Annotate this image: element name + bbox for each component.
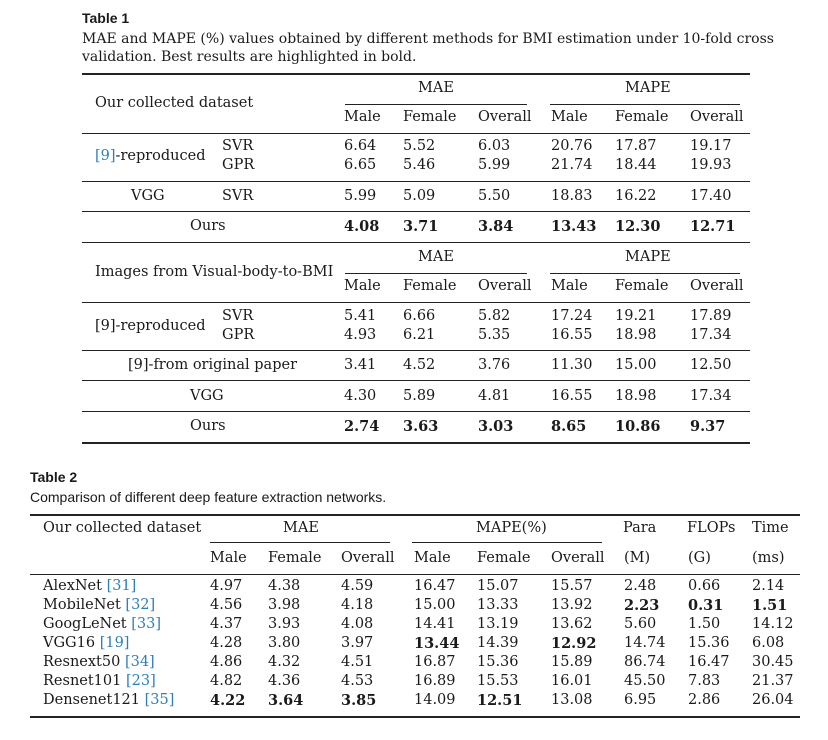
cell: 15.53 <box>477 673 519 689</box>
row-rule <box>82 350 750 351</box>
cell: 17.40 <box>690 188 732 204</box>
col-overall: Overall <box>551 550 605 566</box>
cell: 6.03 <box>478 138 511 154</box>
cell-best: 3.63 <box>403 418 439 435</box>
cell: 4.59 <box>341 578 374 594</box>
table2-flops-header: FLOPs <box>687 520 736 536</box>
cell: 4.32 <box>268 654 301 670</box>
citation-link[interactable]: [19] <box>99 635 130 651</box>
col-male: Male <box>344 278 381 294</box>
col-para-unit: (M) <box>624 550 651 566</box>
cell: 4.51 <box>341 654 374 670</box>
cell: 5.46 <box>403 157 436 173</box>
cell: 4.38 <box>268 578 301 594</box>
cell-best: 2.74 <box>344 418 380 435</box>
table1-header-rule <box>82 133 750 134</box>
cell-best: 3.64 <box>268 692 304 709</box>
cell-best: 8.65 <box>551 418 587 435</box>
citation-link[interactable]: [32] <box>125 597 156 613</box>
cell: 3.97 <box>341 635 374 651</box>
section2-reproduced-label: [9]-reproduced <box>95 318 206 334</box>
model-svr: SVR <box>222 138 254 154</box>
cell: 16.55 <box>551 388 593 404</box>
cell: 4.56 <box>210 597 243 613</box>
cell: 16.89 <box>414 673 456 689</box>
cell: 16.47 <box>414 578 456 594</box>
cell-best: 13.44 <box>414 635 460 652</box>
section-rule <box>82 242 750 243</box>
cell: 19.21 <box>615 308 657 324</box>
cell: 15.07 <box>477 578 519 594</box>
network-name: Resnext50 [34] <box>43 654 155 670</box>
network-name: GoogLeNet [33] <box>43 616 162 632</box>
cell-best: 0.31 <box>688 597 724 614</box>
cell: 3.98 <box>268 597 301 613</box>
row-rule <box>82 380 750 381</box>
cell: 15.36 <box>688 635 730 651</box>
cell: 18.98 <box>615 388 657 404</box>
cell: 5.99 <box>478 157 511 173</box>
cell: 4.08 <box>341 616 374 632</box>
cell: 5.60 <box>624 616 657 632</box>
method-vgg: VGG <box>131 188 165 204</box>
col-time-unit: (ms) <box>752 550 785 566</box>
cell: 6.21 <box>403 327 436 343</box>
cell: 6.64 <box>344 138 377 154</box>
cell: 14.09 <box>414 692 456 708</box>
col-male: Male <box>414 550 451 566</box>
cell-best: 4.22 <box>210 692 246 709</box>
cell: 13.33 <box>477 597 519 613</box>
table1-mape-header: MAPE <box>625 249 671 265</box>
table1-mae-header: MAE <box>418 249 454 265</box>
cell: 16.87 <box>414 654 456 670</box>
cell: 5.89 <box>403 388 436 404</box>
cell: 15.00 <box>414 597 456 613</box>
cell: 18.98 <box>615 327 657 343</box>
cell: 26.04 <box>752 692 794 708</box>
table1-section2-label: Images from Visual-body-to-BMI <box>95 264 334 280</box>
cell: 17.24 <box>551 308 593 324</box>
table2-para-header: Para <box>623 520 657 536</box>
table2-mae-header: MAE <box>283 520 319 536</box>
table1-mape-header: MAPE <box>625 80 671 96</box>
cell: 14.39 <box>477 635 519 651</box>
cell: 14.41 <box>414 616 456 632</box>
cell: 13.62 <box>551 616 593 632</box>
col-male: Male <box>551 278 588 294</box>
cell: 2.48 <box>624 578 657 594</box>
cell: 17.87 <box>615 138 657 154</box>
table1-caption-line1: MAE and MAPE (%) values obtained by different methods for BMI estimation under 10-fold cross <box>82 31 774 47</box>
cell: 16.47 <box>688 654 730 670</box>
cell: 4.53 <box>341 673 374 689</box>
cell-best: 3.71 <box>403 218 439 235</box>
citation-link[interactable]: [35] <box>144 692 175 708</box>
cell: 5.52 <box>403 138 436 154</box>
table1-caption-line2: validation. Best results are highlighted in bold. <box>82 49 417 65</box>
cell: 3.93 <box>268 616 301 632</box>
cell-best: 3.85 <box>341 692 377 709</box>
cell-best: 12.71 <box>690 218 736 235</box>
col-overall: Overall <box>690 109 744 125</box>
cell: 17.89 <box>690 308 732 324</box>
cell: 16.55 <box>551 327 593 343</box>
cell: 86.74 <box>624 654 666 670</box>
cell-best: 12.92 <box>551 635 597 652</box>
cell: 7.83 <box>688 673 721 689</box>
cell-best: 12.51 <box>477 692 523 709</box>
cell: 15.36 <box>477 654 519 670</box>
table1-mae-header: MAE <box>418 80 454 96</box>
cell: 6.66 <box>403 308 436 324</box>
col-male: Male <box>210 550 247 566</box>
cell: 5.99 <box>344 188 377 204</box>
cell: 14.12 <box>752 616 794 632</box>
citation-link[interactable]: [31] <box>106 578 137 594</box>
cell: 0.66 <box>688 578 721 594</box>
cell: 3.41 <box>344 357 377 373</box>
cell: 12.50 <box>690 357 732 373</box>
cell: 2.86 <box>688 692 721 708</box>
model-gpr: GPR <box>222 157 255 173</box>
table1-header-rule <box>82 302 750 303</box>
model-gpr: GPR <box>222 327 255 343</box>
citation-link[interactable]: [23] <box>125 673 156 689</box>
col-female: Female <box>477 550 531 566</box>
cell: 4.81 <box>478 388 511 404</box>
cell: 19.93 <box>690 157 732 173</box>
table1-top-rule <box>82 73 750 75</box>
cell: 4.97 <box>210 578 243 594</box>
network-name: MobileNet [32] <box>43 597 156 613</box>
citation-link[interactable]: [33] <box>131 616 162 632</box>
table2-mae-underline <box>210 542 390 543</box>
cell: 18.44 <box>615 157 657 173</box>
cell: 4.30 <box>344 388 377 404</box>
cell-best: 9.37 <box>690 418 726 435</box>
table1-mae-underline <box>345 104 527 105</box>
method-ours: Ours <box>190 418 226 434</box>
network-name: VGG16 [19] <box>43 635 130 651</box>
table2-dataset-label: Our collected dataset <box>43 520 202 536</box>
col-female: Female <box>615 278 669 294</box>
col-female: Female <box>268 550 322 566</box>
cell: 4.82 <box>210 673 243 689</box>
cell-best: 3.03 <box>478 418 514 435</box>
cell: 14.74 <box>624 635 666 651</box>
cell: 4.52 <box>403 357 436 373</box>
table2-title: Table 2 <box>30 469 78 485</box>
cell: 19.17 <box>690 138 732 154</box>
cell: 17.34 <box>690 388 732 404</box>
method-ours: Ours <box>190 218 226 234</box>
cell: 11.30 <box>551 357 593 373</box>
col-female: Female <box>615 109 669 125</box>
section1-reproduced-label: [9]-reproduced <box>95 148 206 164</box>
cell: 13.08 <box>551 692 593 708</box>
cell: 4.28 <box>210 635 243 651</box>
method-vgg: VGG <box>190 388 224 404</box>
method-original-paper: [9]-from original paper <box>128 357 297 373</box>
row-rule <box>82 211 750 212</box>
cell: 30.45 <box>752 654 794 670</box>
cell: 15.89 <box>551 654 593 670</box>
cell-best: 3.84 <box>478 218 514 235</box>
network-name: Densenet121 [35] <box>43 692 175 708</box>
table2-caption: Comparison of different deep feature extraction networks. <box>30 489 387 505</box>
row-rule <box>82 411 750 412</box>
cell-best: 10.86 <box>615 418 661 435</box>
table2-top-rule <box>30 514 800 516</box>
col-overall: Overall <box>478 278 532 294</box>
cell-best: 12.30 <box>615 218 661 235</box>
cell: 4.18 <box>341 597 374 613</box>
table2-time-header: Time <box>752 520 789 536</box>
cell: 2.14 <box>752 578 785 594</box>
cell: 13.92 <box>551 597 593 613</box>
table2-mape-header: MAPE(%) <box>476 520 547 536</box>
cell: 3.80 <box>268 635 301 651</box>
cell: 5.82 <box>478 308 511 324</box>
cell: 5.50 <box>478 188 511 204</box>
cell: 18.83 <box>551 188 593 204</box>
table1-mape-underline <box>550 104 740 105</box>
model-svr: SVR <box>222 308 254 324</box>
cell: 3.76 <box>478 357 511 373</box>
cell: 21.37 <box>752 673 794 689</box>
row-rule <box>82 181 750 182</box>
col-overall: Overall <box>690 278 744 294</box>
cell: 17.34 <box>690 327 732 343</box>
cell: 16.22 <box>615 188 657 204</box>
citation-link[interactable]: [9] <box>95 148 116 164</box>
col-male: Male <box>344 109 381 125</box>
col-female: Female <box>403 109 457 125</box>
col-male: Male <box>551 109 588 125</box>
table1-section1-label: Our collected dataset <box>95 95 254 111</box>
cell-best: 13.43 <box>551 218 597 235</box>
col-overall: Overall <box>478 109 532 125</box>
col-flops-unit: (G) <box>688 550 711 566</box>
model-svr: SVR <box>222 188 254 204</box>
cell: 6.08 <box>752 635 785 651</box>
network-name: Resnet101 [23] <box>43 673 156 689</box>
cell: 5.41 <box>344 308 377 324</box>
table1-bottom-rule <box>82 442 750 444</box>
cell: 4.86 <box>210 654 243 670</box>
cell: 5.35 <box>478 327 511 343</box>
cell-best: 2.23 <box>624 597 660 614</box>
col-female: Female <box>403 278 457 294</box>
cell: 45.50 <box>624 673 666 689</box>
table2-mape-underline <box>412 542 602 543</box>
cell: 20.76 <box>551 138 593 154</box>
cell-best: 1.51 <box>752 597 788 614</box>
table1-mape-underline <box>550 273 740 274</box>
cell: 1.50 <box>688 616 721 632</box>
cell: 13.19 <box>477 616 519 632</box>
cell: 16.01 <box>551 673 593 689</box>
cell: 6.65 <box>344 157 377 173</box>
cell: 4.93 <box>344 327 377 343</box>
table2-bottom-rule <box>30 716 800 718</box>
col-overall: Overall <box>341 550 395 566</box>
cell: 5.09 <box>403 188 436 204</box>
cell: 15.57 <box>551 578 593 594</box>
cell: 4.36 <box>268 673 301 689</box>
table1-mae-underline <box>345 273 527 274</box>
table1-title: Table 1 <box>82 10 130 26</box>
cell: 6.95 <box>624 692 657 708</box>
cell: 4.37 <box>210 616 243 632</box>
table2-header-rule <box>30 574 800 575</box>
network-name: AlexNet [31] <box>43 578 137 594</box>
cell: 15.00 <box>615 357 657 373</box>
citation-link[interactable]: [34] <box>124 654 155 670</box>
cell: 21.74 <box>551 157 593 173</box>
cell-best: 4.08 <box>344 218 380 235</box>
